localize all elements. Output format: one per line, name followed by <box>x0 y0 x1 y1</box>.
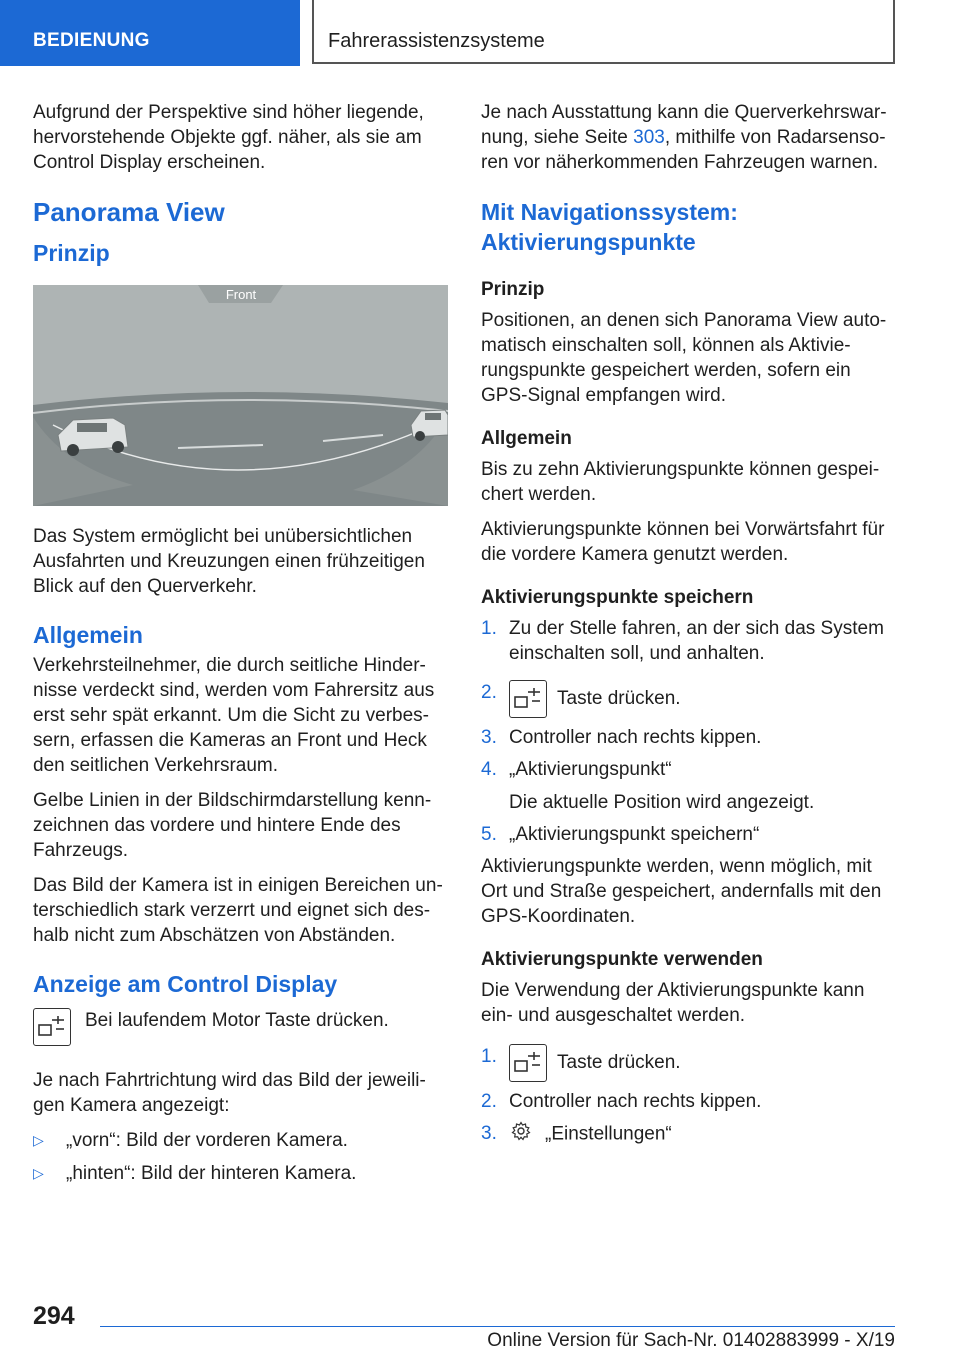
use-steps-list <box>481 1044 891 1148</box>
heading-panorama-view: Panorama View <box>33 197 225 227</box>
prinzip-paragraph: Das System ermöglicht bei unübersichtlichen Ausfahrten und Kreuzungen einen frühzeitigen Blick auf den Querverkehr. <box>33 526 425 597</box>
left-column <box>33 100 448 1194</box>
save-steps-list <box>481 616 891 847</box>
list-item: 5. „Aktivierungspunkt speichern“ <box>481 824 760 845</box>
anzeige-paragraph: Je nach Fahrtrichtung wird das Bild der jeweili-gen Kamera angezeigt: <box>33 1070 426 1116</box>
list-item: 3. Controller nach rechts kippen. <box>481 727 762 748</box>
heading-prinzip: Prinzip <box>33 240 110 266</box>
step4-sub-text: Die aktuelle Position wird angezeigt. <box>509 792 815 813</box>
gear-icon <box>511 1121 531 1148</box>
heading-verwenden: Aktivierungspunkte verwenden <box>481 949 763 970</box>
nav-allgemein-paragraph-1: Bis zu zehn Aktivierungspunkte können gespei-chert werden. <box>481 459 880 505</box>
querverkehr-paragraph: Je nach Ausstattung kann die Querverkehrswar-nung, siehe Seite 303, mithilfe von Radarsenso-ren vor näherkommenden Fahrzeugen warnen. <box>481 102 887 173</box>
list-item: 1. Taste drücken. <box>481 1044 891 1082</box>
footer-version-text: Online Version für Sach-Nr. 01402883999 - X/19 <box>487 1330 895 1351</box>
intro-paragraph: Aufgrund der Perspektive sind höher liegende, hervorstehende Objekte ggf. näher, als sie am Control Display erscheinen. <box>33 102 424 173</box>
triangle-bullet-icon: ▷ <box>33 1132 44 1148</box>
allgemein-paragraph-1: Verkehrsteilnehmer, die durch seitliche Hinder-nisse verdeckt sind, werden vom Fahrersitz aus erst sehr spät erkannt. Um die Sicht zu verbes-sern, erfassen die Kameras an Front und Heck den seitlichen Verkehrsraum. <box>33 655 435 776</box>
figure-front-label: Front <box>225 287 257 302</box>
page-link-303[interactable]: 303 <box>633 127 665 148</box>
triangle-bullet-icon: ▷ <box>33 1165 44 1181</box>
heading-navigation: Mit Navigationssystem: Aktivierungspunkte <box>481 199 738 255</box>
allgemein-paragraph-3: Das Bild der Kamera ist in einigen Bereichen un-terschiedlich stark verzerrt und eignet sich des-halb nicht zum Abschätzen von Abständen. <box>33 875 443 946</box>
list-item: 2. Taste drücken. <box>481 680 891 718</box>
list-item: ▷ „hinten“: Bild der hinteren Kamera. <box>33 1163 357 1184</box>
camera-button-icon <box>509 680 547 718</box>
anzeige-step-text: Bei laufendem Motor Taste drücken. <box>85 1010 389 1031</box>
list-item: 2. Controller nach rechts kippen. <box>481 1091 762 1112</box>
nav-prinzip-paragraph: Positionen, an denen sich Panorama View auto-matisch einschalten soll, können als Aktivie-rungspunkte gespeichert werden, sofern ein GPS-Signal empfangen wird. <box>481 310 887 406</box>
allgemein-paragraph-2: Gelbe Linien in der Bildschirmdarstellung kenn-zeichnen das vordere und hintere Ende des Fahrzeugs. <box>33 790 432 861</box>
camera-button-icon <box>509 1044 547 1082</box>
heading-speichern: Aktivierungspunkte speichern <box>481 587 754 608</box>
heading-nav-prinzip: Prinzip <box>481 279 545 300</box>
section-tab[interactable]: BEDIENUNG <box>0 0 300 66</box>
heading-anzeige: Anzeige am Control Display <box>33 971 338 997</box>
list-item: 3. „Einstellungen“ <box>481 1121 891 1148</box>
camera-button-icon <box>33 1008 71 1046</box>
footer-divider <box>100 1326 895 1327</box>
heading-allgemein: Allgemein <box>33 622 143 648</box>
speichern-after-paragraph: Aktivierungspunkte werden, wenn möglich, mit Ort und Straße gespeichert, andernfalls mit den GPS-Koordinaten. <box>481 856 882 927</box>
page-number: 294 <box>33 1302 75 1330</box>
anzeige-step <box>33 1008 448 1050</box>
panorama-view-illustration <box>33 285 448 506</box>
heading-nav-allgemein: Allgemein <box>481 428 572 449</box>
right-column <box>481 100 891 1155</box>
list-item: ▷ „vorn“: Bild der vorderen Kamera. <box>33 1130 348 1151</box>
camera-view-list <box>33 1128 448 1186</box>
chapter-title: Fahrerassistenzsysteme <box>312 0 895 64</box>
verwenden-paragraph: Die Verwendung der Aktivierungspunkte kann ein- und ausgeschaltet werden. <box>481 980 865 1026</box>
list-item: 4. „Aktivierungspunkt“ Die aktuelle Position wird angezeigt. <box>481 759 815 813</box>
page-header <box>0 0 960 66</box>
list-item: 1. Zu der Stelle fahren, an der sich das System einschalten soll, und anhalten. <box>481 618 884 664</box>
nav-allgemein-paragraph-2: Aktivierungspunkte können bei Vorwärtsfahrt für die vordere Kamera genutzt werden. <box>481 519 885 565</box>
